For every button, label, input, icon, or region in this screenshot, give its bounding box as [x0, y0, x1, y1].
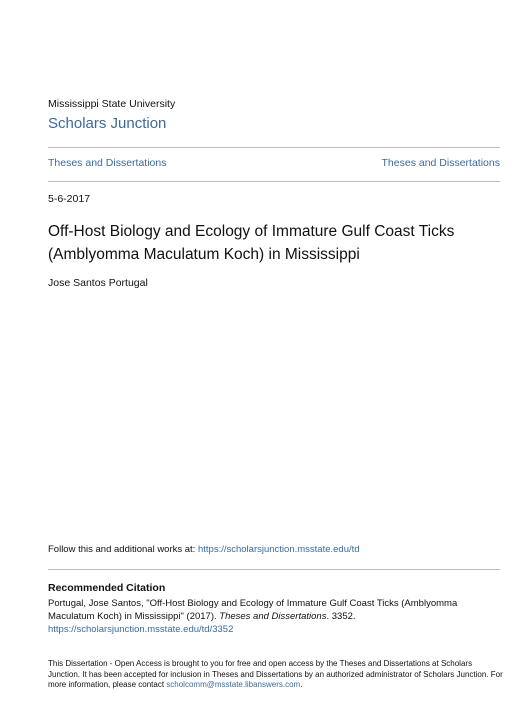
title-line-1: Off-Host Biology and Ecology of Immature Gulf Coast Ticks — [48, 223, 455, 240]
title-line-2: (Amblyomma Maculatum Koch) in Mississippi — [48, 246, 360, 263]
citation-divider — [48, 569, 500, 570]
collection-link-right[interactable]: Theses and Dissertations — [381, 157, 500, 169]
author-name: Jose Santos Portugal — [48, 277, 148, 289]
repository-link[interactable]: Scholars Junction — [48, 115, 167, 132]
collection-link-left[interactable]: Theses and Dissertations — [48, 157, 167, 169]
access-notice — [48, 659, 503, 691]
notice-end: . — [300, 680, 303, 689]
publication-date: 5-6-2017 — [48, 193, 91, 205]
citation-body: Portugal, Jose Santos, "Off-Host Biology and Ecology of Immature Gulf Coast Ticks (Amblyomma Maculatum Koch) in Mississippi" (2017). — [48, 598, 458, 622]
citation-heading: Recommended Citation — [48, 582, 166, 594]
citation-text — [48, 597, 498, 636]
follow-line — [48, 544, 360, 555]
notice-text: This Dissertation - Open Access is brought to you for free and open access by the Theses and Dissertations at Scholars Junction. It has been accepted for inclusion in Theses and Dissertations by an authorized administrator of Scholars Junction. For more information, please contact — [48, 659, 503, 689]
follow-link[interactable]: https://scholarsjunction.msstate.edu/td — [197, 544, 360, 555]
contact-email-link[interactable]: scholcomm@msstate.libanswers.com — [166, 680, 301, 689]
header-divider-bottom — [48, 181, 500, 182]
citation-series: Theses and Dissertations — [219, 611, 327, 622]
document-title — [48, 220, 478, 266]
citation-number: . 3352. — [326, 611, 356, 622]
follow-text: Follow this and additional works at: — [48, 544, 198, 555]
header-divider-top — [48, 147, 500, 148]
institution-name: Mississippi State University — [48, 98, 176, 110]
citation-link[interactable]: https://scholarsjunction.msstate.edu/td/3352 — [48, 624, 234, 635]
